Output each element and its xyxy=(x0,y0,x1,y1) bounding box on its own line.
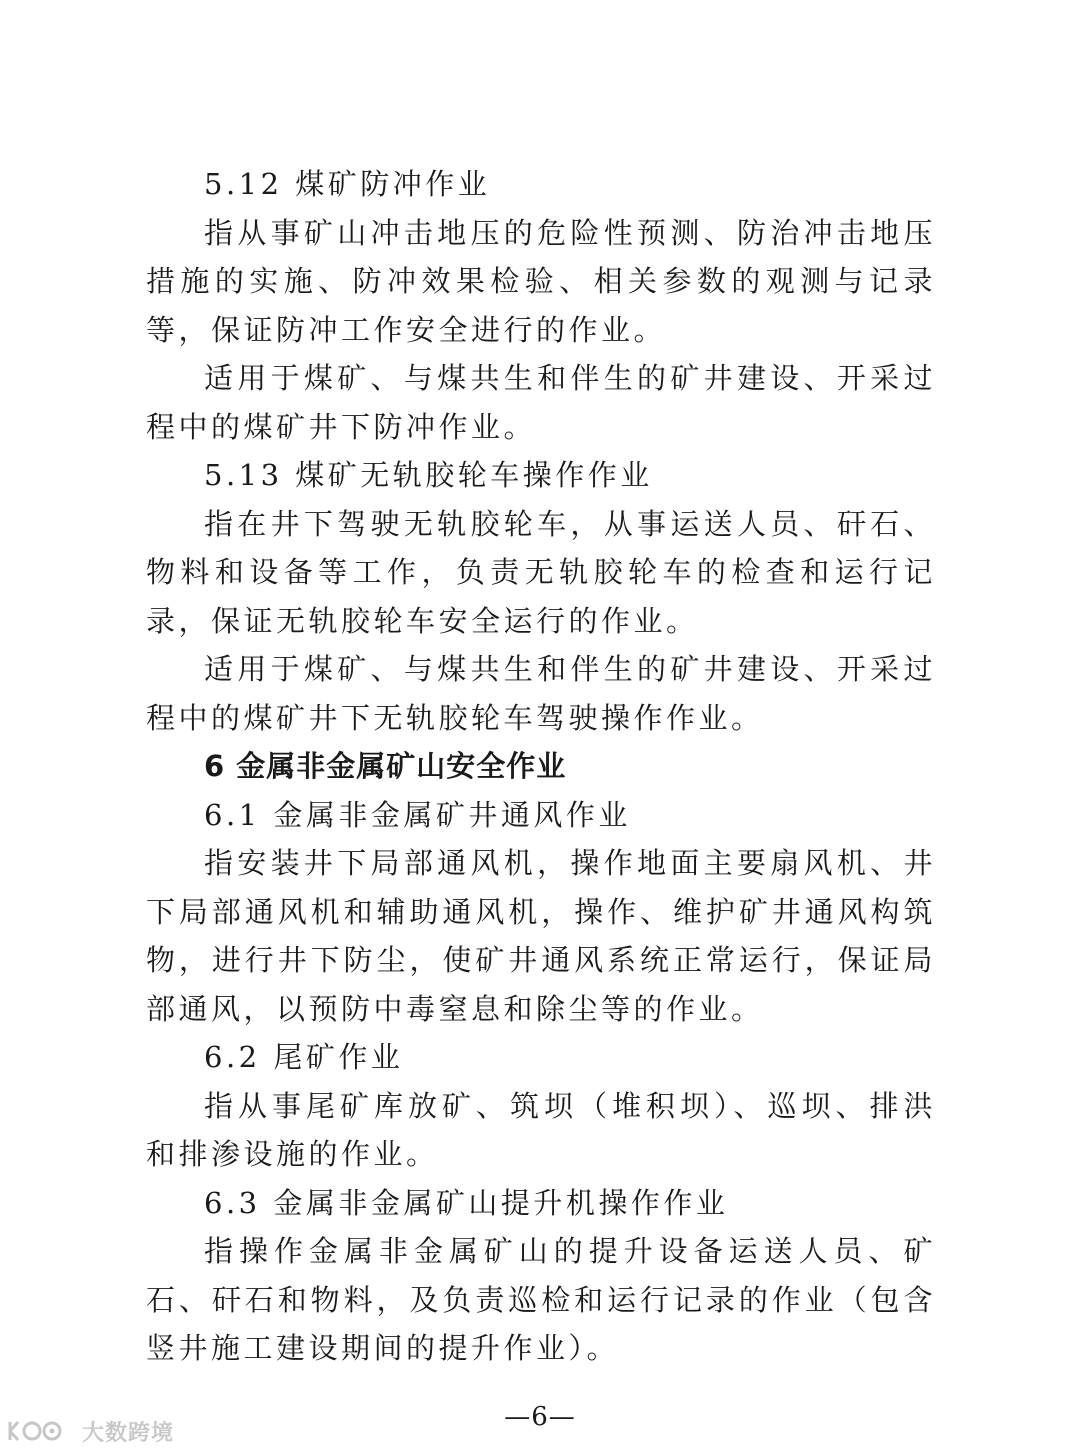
page-number: —6— xyxy=(504,1402,576,1432)
subsection-heading-6-3: 6.3 金属非金属矿山提升机操作作业 xyxy=(204,1185,729,1220)
section-heading-6: 6 金属非金属矿山安全作业 xyxy=(204,749,567,783)
subsection-heading-6-2: 6.2 尾矿作业 xyxy=(204,1040,404,1074)
paragraph-5-12-definition: 指从事矿山冲击地压的危险性预测、防治冲击地压措施的实施、防冲效果检验、相关参数的观测与记录等，保证防冲工作安全进行的作业。 xyxy=(146,215,936,347)
paragraph-5-12-scope: 适用于煤矿、与煤共生和伴生的矿井建设、开采过程中的煤矿井下防冲作业。 xyxy=(146,361,936,444)
paragraph-5-13-definition: 指在井下驾驶无轨胶轮车，从事运送人员、矸石、物料和设备等工作，负责无轨胶轮车的检查和运行记录，保证无轨胶轮车安全运行的作业。 xyxy=(146,506,936,638)
paragraph-6-1-definition: 指安装井下局部通风机，操作地面主要扇风机、井下局部通风机和辅助通风机，操作、维护矿井通风构筑物，进行井下防尘，使矿井通风系统正常运行，保证局部通风，以预防中毒窒息和除尘等的作业。 xyxy=(146,846,936,1026)
subsection-heading-5-12: 5.12 煤矿防冲作业 xyxy=(204,167,491,201)
subsection-heading-6-1: 6.1 金属非金属矿井通风作业 xyxy=(204,797,631,832)
watermark xyxy=(6,1416,174,1446)
paragraph-6-2-definition: 指从事尾矿库放矿、筑坝（堆积坝）、巡坝、排洪和排渗设施的作业。 xyxy=(146,1088,936,1171)
watermark-logo-icon xyxy=(6,1418,76,1444)
watermark-text: 大数跨境 xyxy=(82,1420,175,1446)
paragraph-6-3-definition: 指操作金属非金属矿山的提升设备运送人员、矿石、矸石和物料，及负责巡检和运行记录的作业（包含竖井施工建设期间的提升作业）。 xyxy=(146,1234,936,1365)
paragraph-5-13-scope: 适用于煤矿、与煤共生和伴生的矿井建设、开采过程中的煤矿井下无轨胶轮车驾驶操作作业。 xyxy=(146,652,936,735)
document-body xyxy=(146,160,936,1373)
subsection-heading-5-13: 5.13 煤矿无轨胶轮车操作作业 xyxy=(204,458,653,492)
